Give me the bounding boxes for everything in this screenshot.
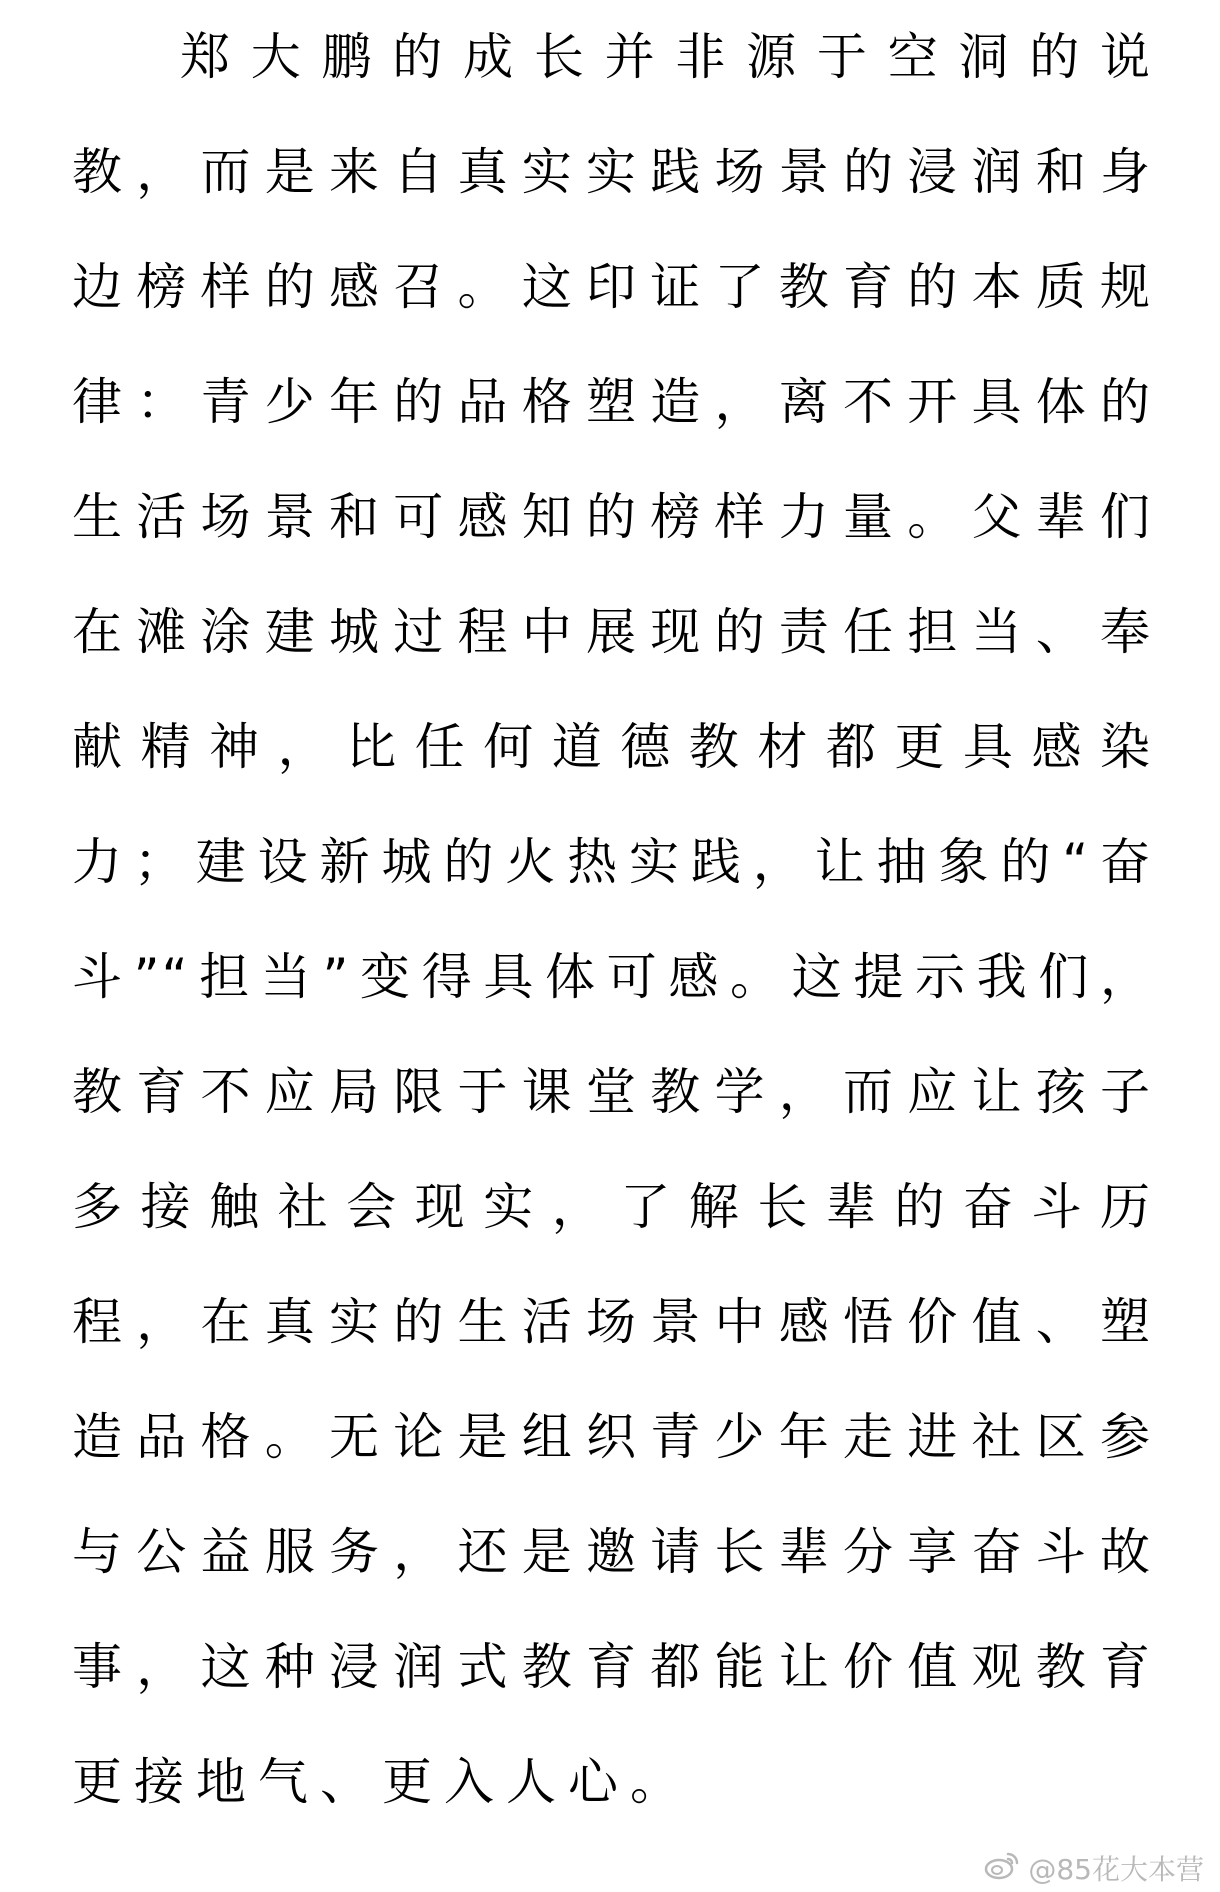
paragraph-line: 献精神，比任何道德教材都更具感染 <box>72 718 1152 776</box>
paragraph-line: 与公益服务，还是邀请长辈分享奋斗故 <box>72 1523 1152 1581</box>
paragraph-line: 事，这种浸润式教育都能让价值观教育 <box>72 1638 1152 1696</box>
paragraph-line: 更接地气、更入人心。 <box>72 1753 692 1811</box>
paragraph-line: 程，在真实的生活场景中感悟价值、塑 <box>72 1293 1152 1351</box>
paragraph-line: 律：青少年的品格塑造，离不开具体的 <box>72 373 1152 431</box>
watermark-text: @85花大本营 <box>1028 1853 1204 1886</box>
paragraph-line: 力；建设新城的火热实践，让抽象的“奋 <box>72 833 1152 891</box>
paragraph-line: 在滩涂建城过程中展现的责任担当、奉 <box>72 603 1152 661</box>
paragraph-line: 边榜样的感召。这印证了教育的本质规 <box>72 258 1152 316</box>
paragraph-line: 生活场景和可感知的榜样力量。父辈们 <box>72 488 1152 546</box>
watermark <box>984 1848 1204 1888</box>
article-body <box>72 0 1152 1840</box>
paragraph-line: 教育不应局限于课堂教学，而应让孩子 <box>72 1063 1152 1121</box>
weibo-icon <box>984 1850 1020 1887</box>
paragraph-line: 郑大鹏的成长并非源于空洞的说 <box>180 28 1152 86</box>
paragraph-line: 造品格。无论是组织青少年走进社区参 <box>72 1408 1152 1466</box>
paragraph-line: 教，而是来自真实实践场景的浸润和身 <box>72 143 1152 201</box>
paragraph-line: 斗”“担当”变得具体可感。这提示我们， <box>72 948 1152 1006</box>
paragraph-line: 多接触社会现实，了解长辈的奋斗历 <box>72 1178 1152 1236</box>
